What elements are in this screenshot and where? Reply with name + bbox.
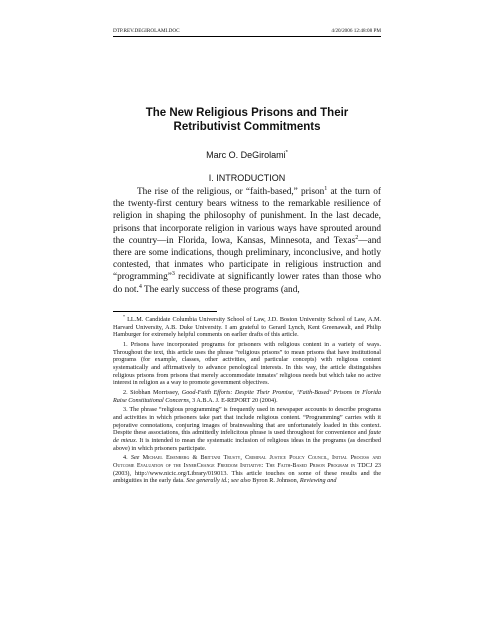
footnote-ref-2: 2	[355, 234, 359, 241]
author-line	[113, 150, 381, 161]
footnote-ref-1: 1	[324, 185, 328, 192]
footnote-4: 4. See Michael Eisenberg & Brittani Trusty, Criminal Justice Policy Council, Initial Process and Outcome Evaluation of the InnerChange Freedom Initiative: The Faith-Based Prison Program in TDCJ 23 (2003), http://www.nicic.org/Library/019013. This article touches on some of these results and the ambiguities in the early data. See generally id.; see also Byron R. Johnson, Reviewing and	[113, 454, 381, 485]
footnote-ref-4: 4	[138, 283, 142, 290]
article-title	[113, 106, 381, 134]
author-name: Marc O. DeGirolami	[206, 150, 286, 160]
footnote-separator	[113, 311, 217, 312]
body-text	[113, 186, 381, 296]
footnote-star: * LL.M. Candidate Columbia University School of Law, J.D. Boston University School of Law, A.M. Harvard University, A.B. Duke University. I am grateful to Gerard Lynch, Kent Greenawalt, and Philip Hamburger for extremely helpful comments on earlier drafts of this article.	[113, 313, 382, 339]
header-timestamp: 4/20/2006 12:48:08 PM	[331, 28, 381, 34]
footnote-ref-3: 3	[171, 271, 175, 278]
section-heading: I. INTRODUCTION	[208, 173, 286, 183]
title-line-2: Retributivist Commitments	[173, 121, 321, 133]
running-header	[113, 27, 381, 37]
body-paragraph: The rise of the religious, or “faith-based,” prison$^1$ at the turn of the twenty-first century bears witness to the remarkable resilience of religion in shaping the philosophy of punishment. In the last decade, prisons that incorporate religion in various ways have sprouted around the country—in Florida, Iowa, Kansas, Minnesota, and Texas$^2$—and there are some indications, though preliminary, inconclusive, and hotly contested, that inmates who participate in religious instruction and “programming”$^3$ recidivate at significantly lower rates than those who do not.$^4$ The early success of these programs (and,	[113, 185, 381, 295]
header-filename: DTP.REV.DEGIROLAMI.DOC	[113, 28, 180, 34]
author-footnote-mark: *	[285, 150, 288, 156]
footnotes	[113, 313, 382, 487]
footnote-2: 2. Siobhan Morrissey, Good-Faith Efforts: Despite Their Promise, ‘Faith-Based’ Prisons in Florida Raise Constitutional Concerns, 3 A.B.A. J. E-REPORT 20 (2004).	[113, 388, 381, 404]
footnote-3: 3. The phrase “religious programming” is frequently used in newspaper accounts to describe programs and activities in which prisoners take part that include religious content. “Programming” carries with it pejorative connotations, conjuring images of brainwashing that are unfortunately loaded in this context. Despite these associations, this admittedly infelicitous phrase is used throughout for convenience and faute de mieux. It is intended to mean the systematic inclusion of religious ideas in the programs (as described above) in which prisoners participate.	[113, 406, 381, 452]
title-line-1: The New Religious Prisons and Their	[145, 107, 349, 119]
footnote-1: 1. Prisons have incorporated programs for prisoners with religious content in a variety of ways. Throughout the text, this article uses the phrase “religious prisons” to mean prisons that have institutional programs (for example, classes, other activities, and particular concepts) with religious content systematically and affirmatively to advance penological interests. In this way, the article distinguishes religious prisons from prisons that merely accommodate inmates’ religious needs but which take no active interest in religion as a way to promote government objectives.	[113, 340, 381, 387]
